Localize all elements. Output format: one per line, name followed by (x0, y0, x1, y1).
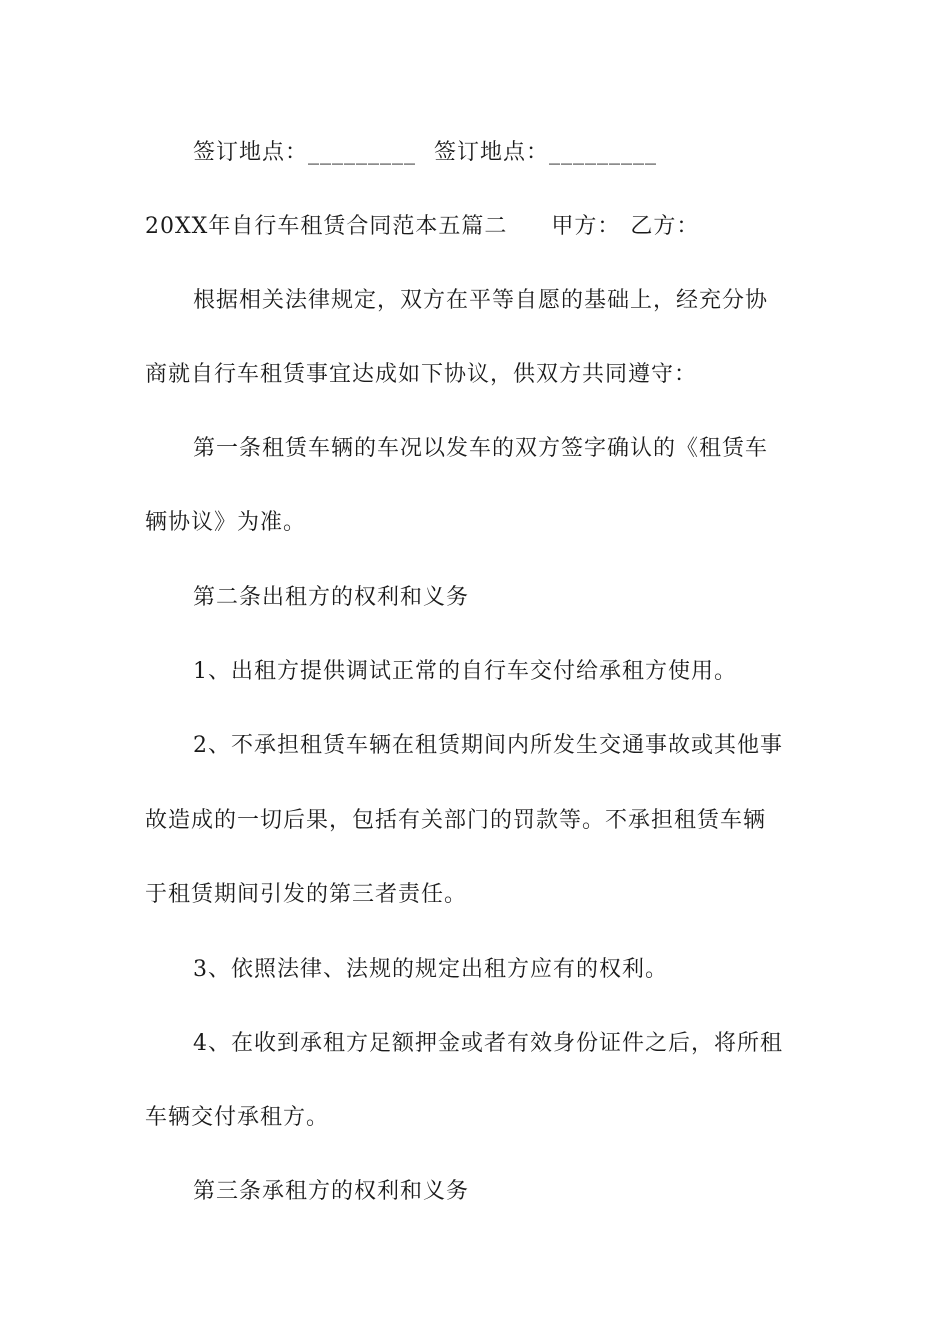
title-line (145, 212, 815, 242)
party-a-label: 甲方： (551, 214, 621, 239)
paragraph-line: 3、依照法律、法规的规定出租方应有的权利。 (193, 957, 668, 982)
paragraph-line: 1、出租方提供调试正常的自行车交付给承租方使用。 (193, 659, 737, 684)
paragraph-line: 于租赁期间引发的第三者责任。 (145, 882, 468, 907)
paragraph-line: 2、不承担租赁车辆在租赁期间内所发生交通事故或其他事 (193, 733, 783, 758)
signing-place-a: 签订地点：_________ (193, 140, 417, 165)
paragraph-line: 第一条租赁车辆的车况以发车的双方签字确认的《租赁车 (193, 436, 769, 461)
paragraph-line: 故造成的一切后果，包括有关部门的罚款等。不承担租赁车辆 (145, 808, 767, 833)
signing-place-b: 签订地点：_________ (434, 140, 658, 165)
paragraph-line: 4、在收到承租方足额押金或者有效身份证件之后，将所租 (193, 1031, 783, 1056)
paragraph-line: 商就自行车租赁事宜达成如下协议，供双方共同遵守： (145, 362, 698, 387)
document-title: 20XX年自行车租赁合同范本五篇二 (145, 214, 508, 239)
party-b-label: 乙方： (630, 214, 700, 239)
section-heading: 第三条承租方的权利和义务 (193, 1179, 470, 1204)
paragraph-line: 根据相关法律规定，双方在平等自愿的基础上，经充分协 (193, 288, 769, 313)
paragraph-line: 辆协议》为准。 (145, 510, 307, 535)
signing-place-line (193, 138, 813, 168)
paragraph-line: 车辆交付承租方。 (145, 1105, 330, 1130)
section-heading: 第二条出租方的权利和义务 (193, 585, 470, 610)
